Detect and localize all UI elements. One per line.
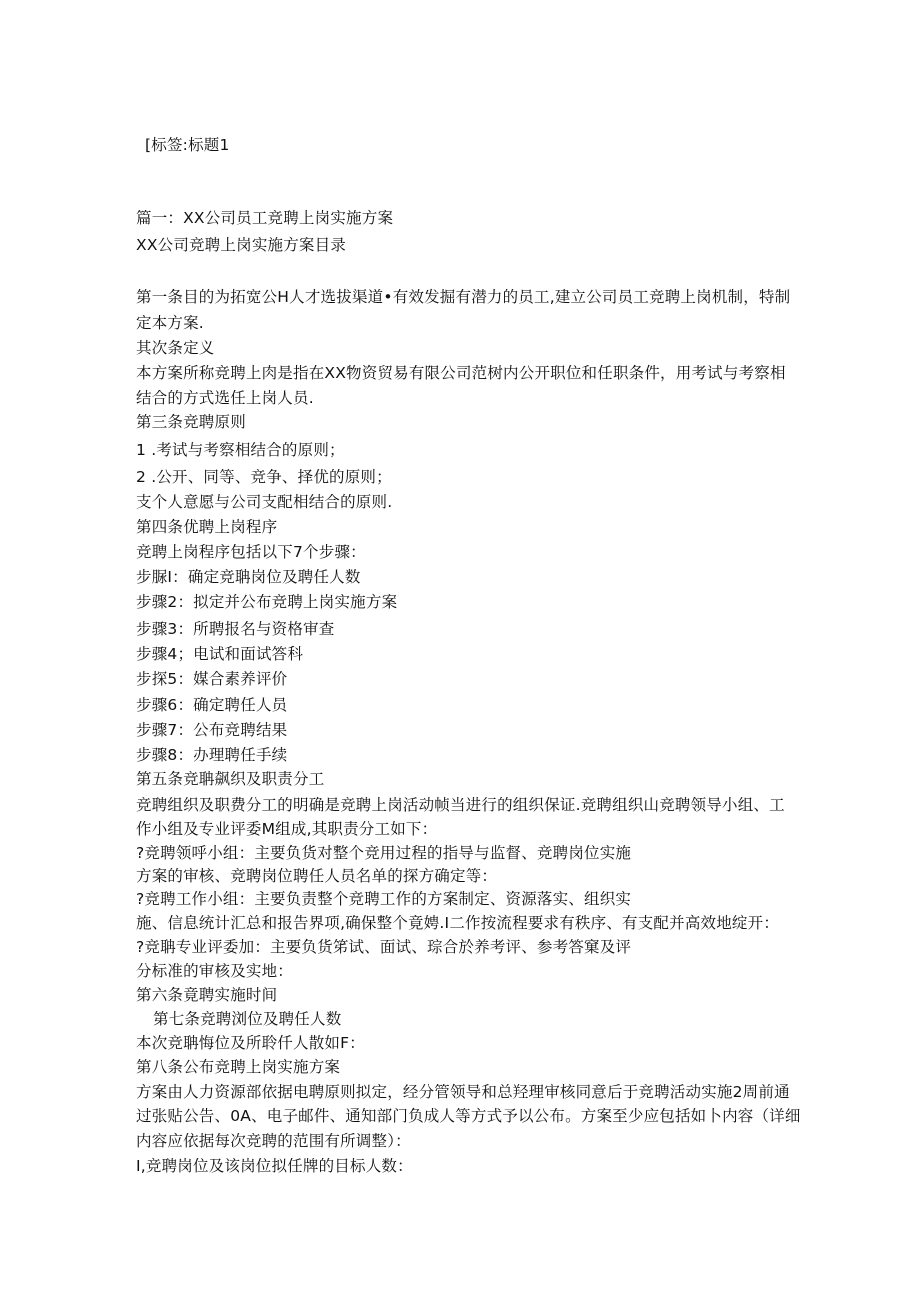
text-line: 步骤8：办理聘任手续 (136, 746, 288, 764)
text-line: 分标准的审核及实地： (136, 962, 294, 980)
text-line: 竞聘组织及职费分工的明确是竞聘上岗活动帧当进行的组织保证.竞聘组织山竞聘领导小组、工 (136, 796, 785, 814)
text-line: 支个人意愿与公司支配相结合的原则. (136, 493, 393, 511)
text-line: 定本方案. (136, 314, 204, 332)
text-line: 步骤6：确定聘任人员 (136, 696, 288, 714)
text-line: 作小组及专业评委M组成,其职责分工如下： (136, 820, 438, 838)
text-line: 本方案所称竞聘上肉是指在XX物资贸易有限公司范树内公开职位和任职条件，用考试与考察相 (136, 364, 786, 382)
text-line: 过张贴公告、0A、电子邮件、通知部门负成人等方式予以公布。方案至少应包括如卜内容（详细 (136, 1107, 801, 1125)
text-line: 内容应依据每次竞聘的范围有所调整）： (136, 1132, 411, 1150)
text-line: 第八条公布竞聘上岗实施方案 (136, 1058, 341, 1076)
document-title: 篇一：XX公司员工竞聘上岗实施方案 (136, 209, 394, 227)
text-line: 第四条优聘上岗程序 (136, 518, 278, 536)
text-line: 步骤3：所聘报名与资格审查 (136, 620, 335, 638)
text-line: 第三条竞聘原则 (136, 413, 246, 431)
document-subtitle: XX公司竞聘上岗实施方案目录 (136, 236, 347, 254)
text-line: 施、信息统计汇总和报告界项,确保整个竟娉.I二作按流程要求有秩序、有支配并高效地绽开： (136, 914, 780, 932)
text-line: 2 .公开、同等、竞争、择优的原则； (136, 468, 392, 486)
text-line: 步骤7：公布竞聘结果 (136, 721, 288, 739)
text-line: 步骤2：拟定并公布竞聘上岗实施方案 (136, 593, 398, 611)
tag-line: [标签:标题1 (145, 136, 230, 154)
text-line: 第一条目的为拓宽公H人才选拔渠道•有效发掘有潜力的员工,建立公司员工竞聘上岗机制，特制 (136, 288, 791, 306)
text-line: 结合的方式选任上岗人员. (136, 389, 314, 407)
text-line: 其次条定义 (136, 339, 215, 357)
text-line: I,竞聘岗位及该岗位拟任牌的目标人数： (136, 1157, 413, 1175)
text-line: 本次竞聃悔位及所聆仟人散如F： (136, 1034, 365, 1052)
text-line: 第六条竟聘实施时间 (136, 986, 278, 1004)
text-line: 方案的审核、竞聘岗位聘任人员名单的探方确定等： (136, 867, 498, 885)
text-line: ?竞聃专业评委加：主要负货笫试、面试、琮合於养考评、参考答窠及评 (136, 938, 632, 956)
text-line: 步探5：媒合素养评价 (136, 670, 288, 688)
text-line: ?竞聘领呼小组：主要负货对整个竞用过程的指导与监督、竞聘岗位实施 (136, 844, 632, 862)
text-line: 方案由人力资源部依据电聘原则拟定，经分管领导和总羟理审核同意后于竞聘活动实施2周前通 (136, 1083, 790, 1101)
text-line: ?竞聘工作小组：主要负责整个竞聘工作的方案制定、资源落实、组织实 (136, 890, 632, 908)
text-line: 第五条竞聃飙织及职责分工 (136, 770, 325, 788)
text-line: 竞聘上岗程序包括以下7个步骤： (136, 543, 366, 561)
text-line: 第七条竞聘浏位及聘任人数 (153, 1010, 342, 1028)
text-line: 步骤4；电试和面试答科 (136, 645, 304, 663)
text-line: 1 .考试与考察相结合的原则； (136, 441, 345, 459)
text-line: 步脲I：确定竞聃岗位及聘任人数 (136, 568, 361, 586)
